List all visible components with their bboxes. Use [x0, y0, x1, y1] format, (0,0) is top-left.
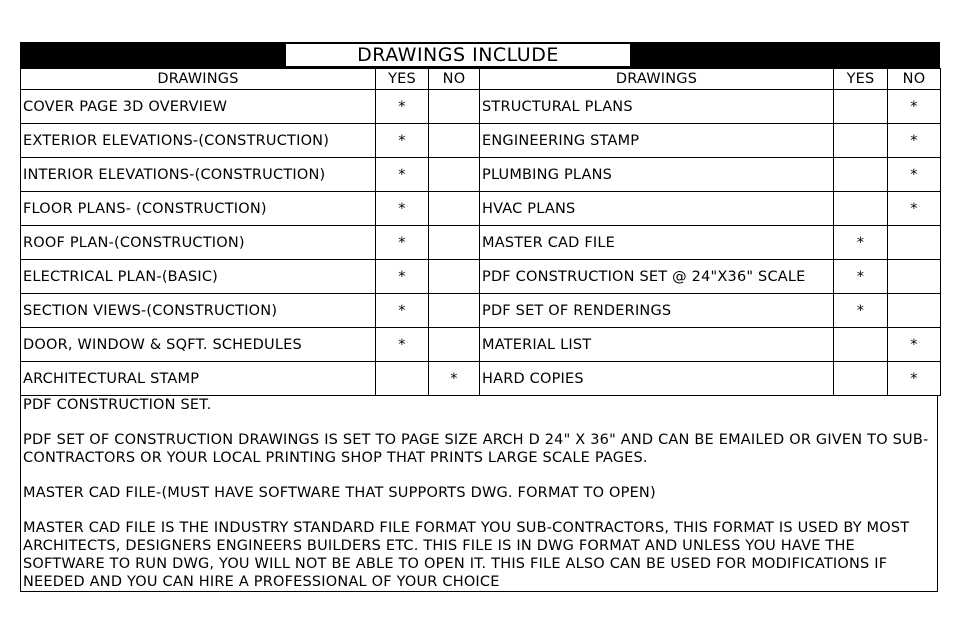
right-no-mark: * [888, 192, 941, 226]
left-drawing-item: SECTION VIEWS-(CONSTRUCTION) [21, 294, 376, 328]
left-no-mark [429, 328, 480, 362]
left-yes-mark: * [376, 260, 429, 294]
table-row [21, 328, 941, 362]
left-drawing-item: ROOF PLAN-(CONSTRUCTION) [21, 226, 376, 260]
left-no-mark: * [429, 362, 480, 396]
table-row [21, 226, 941, 260]
left-drawing-item: DOOR, WINDOW & SQFT. SCHEDULES [21, 328, 376, 362]
header-right-yes: YES [834, 69, 888, 90]
right-no-mark: * [888, 158, 941, 192]
table-row [21, 158, 941, 192]
left-yes-mark: * [376, 328, 429, 362]
header-right-no: NO [888, 69, 941, 90]
right-yes-mark [834, 90, 888, 124]
right-yes-mark: * [834, 226, 888, 260]
right-yes-mark [834, 192, 888, 226]
right-yes-mark: * [834, 294, 888, 328]
left-drawing-item: ELECTRICAL PLAN-(BASIC) [21, 260, 376, 294]
header-left-yes: YES [376, 69, 429, 90]
table-row [21, 124, 941, 158]
left-yes-mark: * [376, 294, 429, 328]
header-right-drawings: DRAWINGS [480, 69, 834, 90]
left-no-mark [429, 226, 480, 260]
left-no-mark [429, 192, 480, 226]
right-yes-mark: * [834, 260, 888, 294]
right-drawing-item: ENGINEERING STAMP [480, 124, 834, 158]
left-drawing-item: FLOOR PLANS- (CONSTRUCTION) [21, 192, 376, 226]
left-no-mark [429, 260, 480, 294]
table-row [21, 260, 941, 294]
left-yes-mark: * [376, 192, 429, 226]
table-row [21, 192, 941, 226]
drawings-sheet [20, 42, 940, 592]
right-drawing-item: STRUCTURAL PLANS [480, 90, 834, 124]
left-drawing-item: COVER PAGE 3D OVERVIEW [21, 90, 376, 124]
left-no-mark [429, 124, 480, 158]
right-drawing-item: HVAC PLANS [480, 192, 834, 226]
right-no-mark: * [888, 124, 941, 158]
right-yes-mark [834, 124, 888, 158]
right-yes-mark [834, 362, 888, 396]
right-no-mark: * [888, 90, 941, 124]
right-drawing-item: MASTER CAD FILE [480, 226, 834, 260]
right-no-mark [888, 226, 941, 260]
notes-box [20, 396, 938, 592]
table-row [21, 294, 941, 328]
left-yes-mark: * [376, 90, 429, 124]
pdf-set-description: PDF SET OF CONSTRUCTION DRAWINGS IS SET TO PAGE SIZE ARCH D 24" X 36" AND CAN BE EMAILED OR GIVEN TO SUB-CONTRACTORS OR YOUR LOCAL PRINTING SHOP THAT PRINTS LARGE SCALE PAGES. [23, 432, 929, 466]
left-yes-mark: * [376, 124, 429, 158]
cad-file-description: MASTER CAD FILE IS THE INDUSTRY STANDARD FILE FORMAT YOU SUB-CONTRACTORS, THIS FORMAT IS USED BY MOST ARCHITECTS, DESIGNERS ENGINEERS BUILDERS ETC. THIS FILE IS IN DWG FORMAT AND UNLESS YOU HAVE THE SOFTWARE TO RUN DWG, YOU WILL NOT BE ABLE TO OPEN IT. THIS FILE ALSO CAN BE USED FOR MODIFICATIONS IF NEEDED AND YOU CAN HIRE A PROFESSIONAL OF YOUR CHOICE [23, 520, 910, 590]
right-no-mark [888, 260, 941, 294]
left-drawing-item: ARCHITECTURAL STAMP [21, 362, 376, 396]
table-row [21, 90, 941, 124]
left-no-mark [429, 158, 480, 192]
right-no-mark: * [888, 328, 941, 362]
right-drawing-item: PDF CONSTRUCTION SET @ 24"X36" SCALE [480, 260, 834, 294]
left-yes-mark [376, 362, 429, 396]
table-header-row [21, 69, 941, 90]
sheet-title: DRAWINGS INCLUDE [286, 44, 630, 66]
cad-file-heading: MASTER CAD FILE-(MUST HAVE SOFTWARE THAT SUPPORTS DWG. FORMAT TO OPEN) [23, 485, 656, 501]
header-left-drawings: DRAWINGS [21, 69, 376, 90]
right-no-mark [888, 294, 941, 328]
left-no-mark [429, 294, 480, 328]
right-drawing-item: MATERIAL LIST [480, 328, 834, 362]
left-yes-mark: * [376, 158, 429, 192]
right-drawing-item: HARD COPIES [480, 362, 834, 396]
left-drawing-item: EXTERIOR ELEVATIONS-(CONSTRUCTION) [21, 124, 376, 158]
left-drawing-item: INTERIOR ELEVATIONS-(CONSTRUCTION) [21, 158, 376, 192]
right-yes-mark [834, 328, 888, 362]
right-no-mark: * [888, 362, 941, 396]
right-drawing-item: PDF SET OF RENDERINGS [480, 294, 834, 328]
left-no-mark [429, 90, 480, 124]
title-bar [20, 42, 940, 68]
right-yes-mark [834, 158, 888, 192]
right-drawing-item: PLUMBING PLANS [480, 158, 834, 192]
left-yes-mark: * [376, 226, 429, 260]
header-left-no: NO [429, 69, 480, 90]
pdf-set-heading: PDF CONSTRUCTION SET. [23, 397, 212, 413]
drawings-table [20, 68, 941, 396]
table-row [21, 362, 941, 396]
